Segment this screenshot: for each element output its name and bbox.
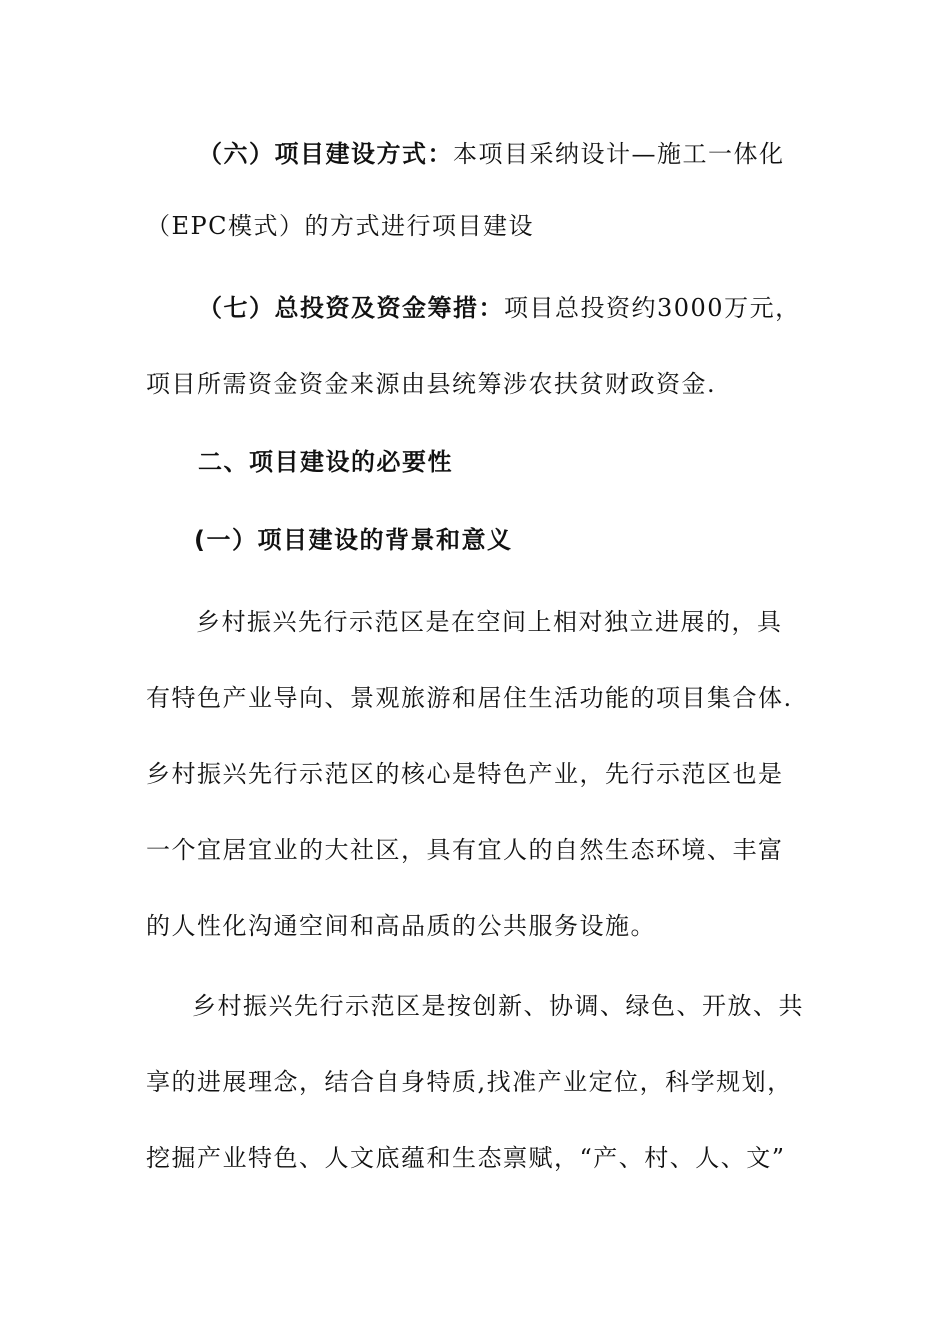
section-heading: 二、项目建设的必要性: [198, 448, 453, 476]
para1-line: 一个宜居宜业的大社区，具有宜人的自然生态环境、丰富: [146, 836, 784, 864]
para1-line: 乡村振兴先行示范区是在空间上相对独立进展的，具: [196, 608, 783, 636]
item6-text: 本项目采纳设计—施工一体化: [453, 140, 785, 168]
para2-line: 挖掘产业特色、人文底蕴和生态禀赋，“产、村、人、文”: [146, 1144, 786, 1172]
item7-label: （七）总投资及资金筹措：: [198, 294, 504, 322]
item7-line1: [198, 292, 801, 324]
subsection-heading: (一）项目建设的背景和意义: [194, 526, 513, 554]
para1-line: 有特色产业导向、景观旅游和居住生活功能的项目集合体.: [146, 684, 793, 712]
para1-line: 的人性化沟通空间和高品质的公共服务设施。: [146, 912, 656, 940]
para2-line: 享的进展理念，结合自身特质,找准产业定位，科学规划，: [146, 1068, 793, 1096]
para1-line: 乡村振兴先行示范区的核心是特色产业，先行示范区也是: [146, 760, 784, 788]
para2-line: 乡村振兴先行示范区是按创新、协调、绿色、开放、共: [192, 992, 804, 1020]
item7-line2: 项目所需资金资金来源由县统筹涉农扶贫财政资金.: [146, 370, 717, 398]
item6-label: （六）项目建设方式：: [198, 140, 453, 168]
item6-line1: [198, 138, 785, 170]
item7-text: 项目总投资约3000万元，: [504, 294, 801, 322]
item6-line2: （EPC模式）的方式进行项目建设: [146, 212, 535, 240]
